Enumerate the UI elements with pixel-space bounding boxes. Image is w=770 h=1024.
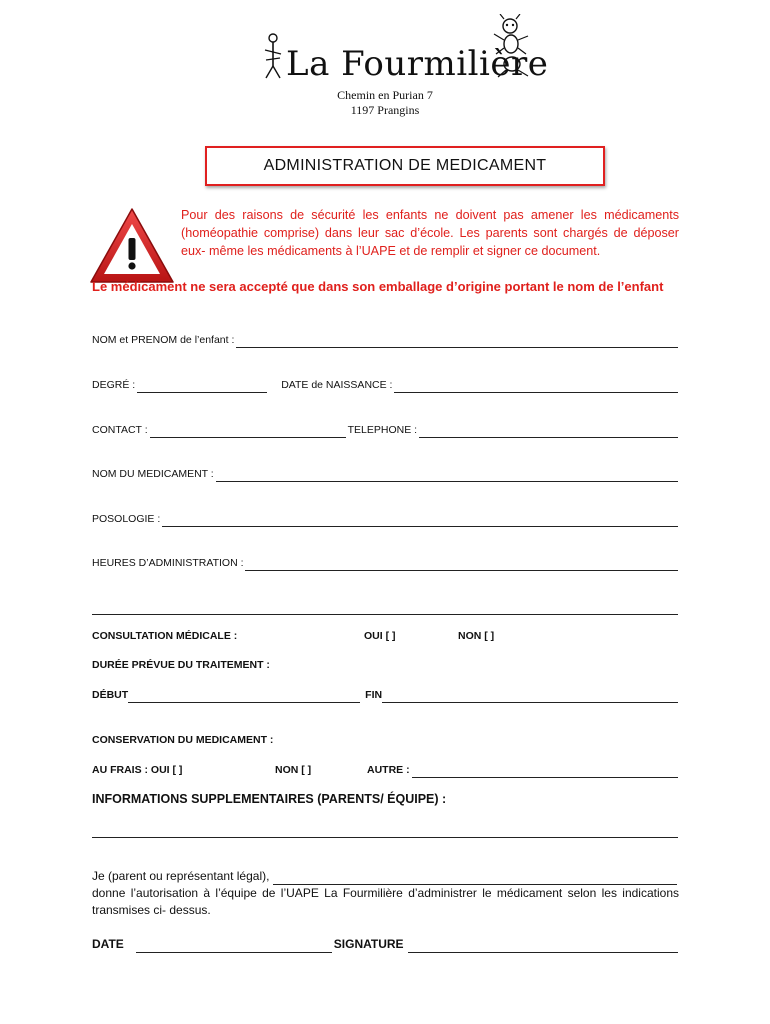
address-line-2: 1197 Prangins — [350, 103, 420, 117]
consultation-label: CONSULTATION MÉDICALE : — [92, 630, 238, 642]
cold-other-row — [92, 762, 680, 778]
medicine-field[interactable] — [216, 470, 678, 482]
birthdate-field[interactable] — [394, 381, 678, 393]
warning-text: Pour des raisons de sécurité les enfants ne doivent pas amener les médicaments (homéopathie comprise) dans leur sac d’école. Les parents sont chargés de déposer eux- même les médicaments à l’UAPE et de remplir et signer ce document. — [181, 208, 679, 258]
extra-line-row — [92, 599, 680, 615]
end-field[interactable] — [382, 691, 678, 703]
logo-text: La Fourmilière — [286, 44, 549, 84]
degree-label: DEGRÉ : — [92, 379, 136, 391]
conservation-row — [92, 732, 680, 748]
birthdate-label: DATE de NAISSANCE : — [281, 379, 393, 391]
end-label: FIN — [365, 689, 383, 701]
start-end-row — [92, 687, 680, 703]
document-title: ADMINISTRATION DE MEDICAMENT — [205, 146, 605, 186]
hours-label: HEURES D’ADMINISTRATION : — [92, 557, 244, 569]
other-label: AUTRE : — [367, 764, 410, 776]
medicine-label: NOM DU MEDICAMENT : — [92, 468, 214, 480]
medicine-row — [92, 466, 680, 482]
consultation-non-checkbox[interactable]: NON [ ] — [458, 630, 495, 642]
duration-label: DURÉE PRÉVUE DU TRAITEMENT : — [92, 659, 270, 671]
degree-field[interactable] — [137, 381, 267, 393]
conservation-label: CONSERVATION DU MEDICAMENT : — [92, 734, 274, 746]
consent-rest: donne l’autorisation à l’équipe de l’UAPE La Fourmilière d’administrer le médicament selon les indications transmises ci- dessus. — [92, 886, 679, 917]
warning-triangle-icon — [88, 206, 176, 286]
duration-row — [92, 657, 680, 673]
phone-field[interactable] — [419, 426, 678, 438]
signature-label: SIGNATURE — [333, 937, 404, 951]
hours-row — [92, 555, 680, 571]
ant-figure-left-icon — [262, 32, 284, 82]
degree-birthdate-row — [92, 377, 680, 393]
contact-phone-row — [92, 422, 680, 438]
phone-label: TELEPHONE : — [347, 424, 418, 436]
info-title: INFORMATIONS SUPPLEMENTAIRES (PARENTS/ ÉQUIPE) : — [92, 792, 447, 806]
consent-start: Je (parent ou représentant légal), — [92, 869, 270, 883]
address-line-1: Chemin en Purian 7 — [337, 88, 433, 102]
info-field[interactable] — [92, 826, 678, 838]
child-name-label: NOM et PRENOM de l’enfant : — [92, 334, 235, 346]
signature-field[interactable] — [408, 941, 678, 953]
posology-row — [92, 511, 680, 527]
contact-field[interactable] — [150, 426, 346, 438]
other-field[interactable] — [412, 766, 678, 778]
consent-text — [92, 868, 679, 919]
posology-label: POSOLOGIE : — [92, 513, 161, 525]
child-name-row — [92, 332, 680, 348]
hours-extra-field[interactable] — [92, 603, 678, 615]
date-field[interactable] — [136, 941, 332, 953]
start-label: DÉBUT — [92, 689, 129, 701]
ant-figure-right-icon — [492, 14, 532, 78]
start-field[interactable] — [128, 691, 360, 703]
cold-oui-checkbox[interactable]: AU FRAIS : OUI [ ] — [92, 764, 183, 776]
date-label: DATE — [92, 937, 124, 951]
hours-field[interactable] — [245, 559, 678, 571]
representative-name-field[interactable] — [273, 873, 677, 885]
contact-label: CONTACT : — [92, 424, 148, 436]
posology-field[interactable] — [162, 515, 678, 527]
info-line-row — [92, 822, 680, 838]
child-name-field[interactable] — [236, 336, 678, 348]
consultation-oui-checkbox[interactable]: OUI [ ] — [364, 630, 396, 642]
logo — [262, 14, 549, 84]
cold-non-checkbox[interactable]: NON [ ] — [275, 764, 312, 776]
consent-first-line — [92, 868, 679, 885]
packaging-notice: Le médicament ne sera accepté que dans son emballage d’origine portant le nom de l’enfant — [92, 279, 664, 294]
date-signature-row — [92, 935, 680, 953]
consultation-row — [92, 628, 680, 644]
